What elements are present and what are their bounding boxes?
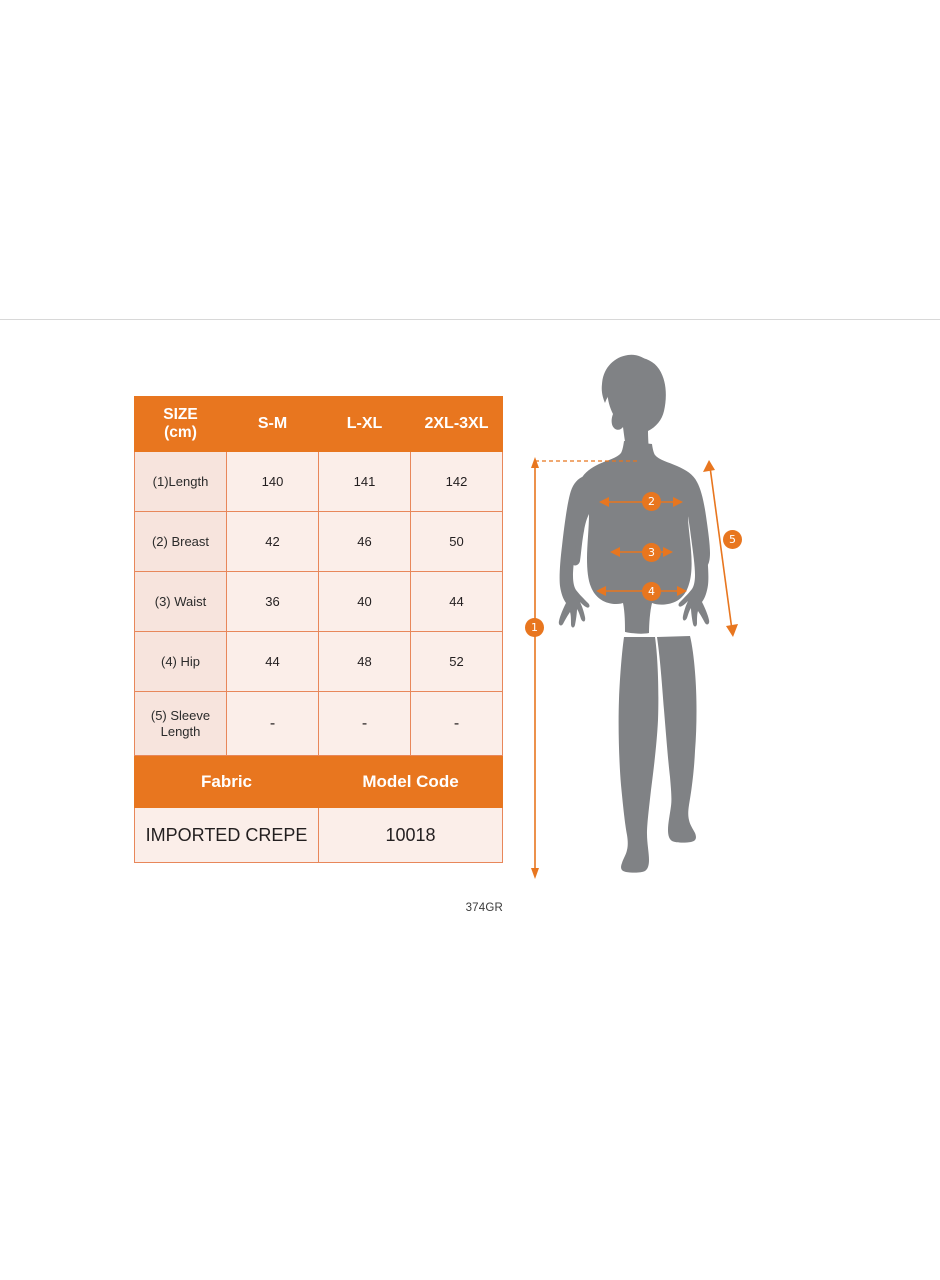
cell-breast-sm: 42 bbox=[227, 512, 319, 572]
cell-breast-2xl3xl: 50 bbox=[411, 512, 503, 572]
cell-hip-sm: 44 bbox=[227, 632, 319, 692]
row-label-breast: (2) Breast bbox=[135, 512, 227, 572]
table-header-row bbox=[135, 397, 503, 452]
cell-hip-lxl: 48 bbox=[319, 632, 411, 692]
cell-hip-2xl3xl: 52 bbox=[411, 632, 503, 692]
cell-length-lxl: 141 bbox=[319, 452, 411, 512]
table-row bbox=[135, 632, 503, 692]
column-header-size-line2: (cm) bbox=[164, 424, 197, 441]
cell-sleeve-2xl3xl: - bbox=[411, 692, 503, 756]
footer-header-row bbox=[135, 756, 503, 808]
row-label-sleeve-line1: (5) Sleeve bbox=[150, 707, 211, 723]
mannequin-silhouette-icon bbox=[520, 345, 800, 915]
row-label-hip: (4) Hip bbox=[135, 632, 227, 692]
badge-2-breast: 2 bbox=[642, 492, 661, 511]
badge-4-hip: 4 bbox=[642, 582, 661, 601]
size-chart-container bbox=[134, 396, 503, 863]
cell-breast-lxl: 46 bbox=[319, 512, 411, 572]
table-row bbox=[135, 572, 503, 632]
row-label-waist: (3) Waist bbox=[135, 572, 227, 632]
badge-5-sleeve-length: 5 bbox=[723, 530, 742, 549]
column-header-size bbox=[135, 397, 227, 452]
column-header-fabric: Fabric bbox=[135, 756, 319, 808]
row-label-sleeve-line2: Length bbox=[160, 723, 201, 739]
table-row bbox=[135, 692, 503, 756]
table-row bbox=[135, 452, 503, 512]
footer-value-row bbox=[135, 808, 503, 863]
size-chart-table bbox=[134, 396, 503, 863]
cell-length-sm: 140 bbox=[227, 452, 319, 512]
column-header-lxl: L-XL bbox=[319, 397, 411, 452]
badge-3-waist: 3 bbox=[642, 543, 661, 562]
cell-length-2xl3xl: 142 bbox=[411, 452, 503, 512]
measurement-figure bbox=[520, 345, 800, 915]
cell-fabric-value: IMPORTED CREPE bbox=[135, 808, 319, 863]
column-header-sm: S-M bbox=[227, 397, 319, 452]
column-header-2xl3xl: 2XL-3XL bbox=[411, 397, 503, 452]
table-row bbox=[135, 512, 503, 572]
column-header-model-code: Model Code bbox=[319, 756, 503, 808]
cell-sleeve-sm: - bbox=[227, 692, 319, 756]
header-divider bbox=[0, 319, 940, 320]
cell-model-code-value: 10018 bbox=[319, 808, 503, 863]
model-code-note: 374GR bbox=[465, 902, 503, 914]
badge-1-length: 1 bbox=[525, 618, 544, 637]
cell-waist-lxl: 40 bbox=[319, 572, 411, 632]
cell-sleeve-lxl: - bbox=[319, 692, 411, 756]
cell-waist-sm: 36 bbox=[227, 572, 319, 632]
row-label-sleeve-length bbox=[135, 692, 227, 756]
column-header-size-line1: SIZE bbox=[163, 406, 198, 424]
row-label-length: (1)Length bbox=[135, 452, 227, 512]
cell-waist-2xl3xl: 44 bbox=[411, 572, 503, 632]
